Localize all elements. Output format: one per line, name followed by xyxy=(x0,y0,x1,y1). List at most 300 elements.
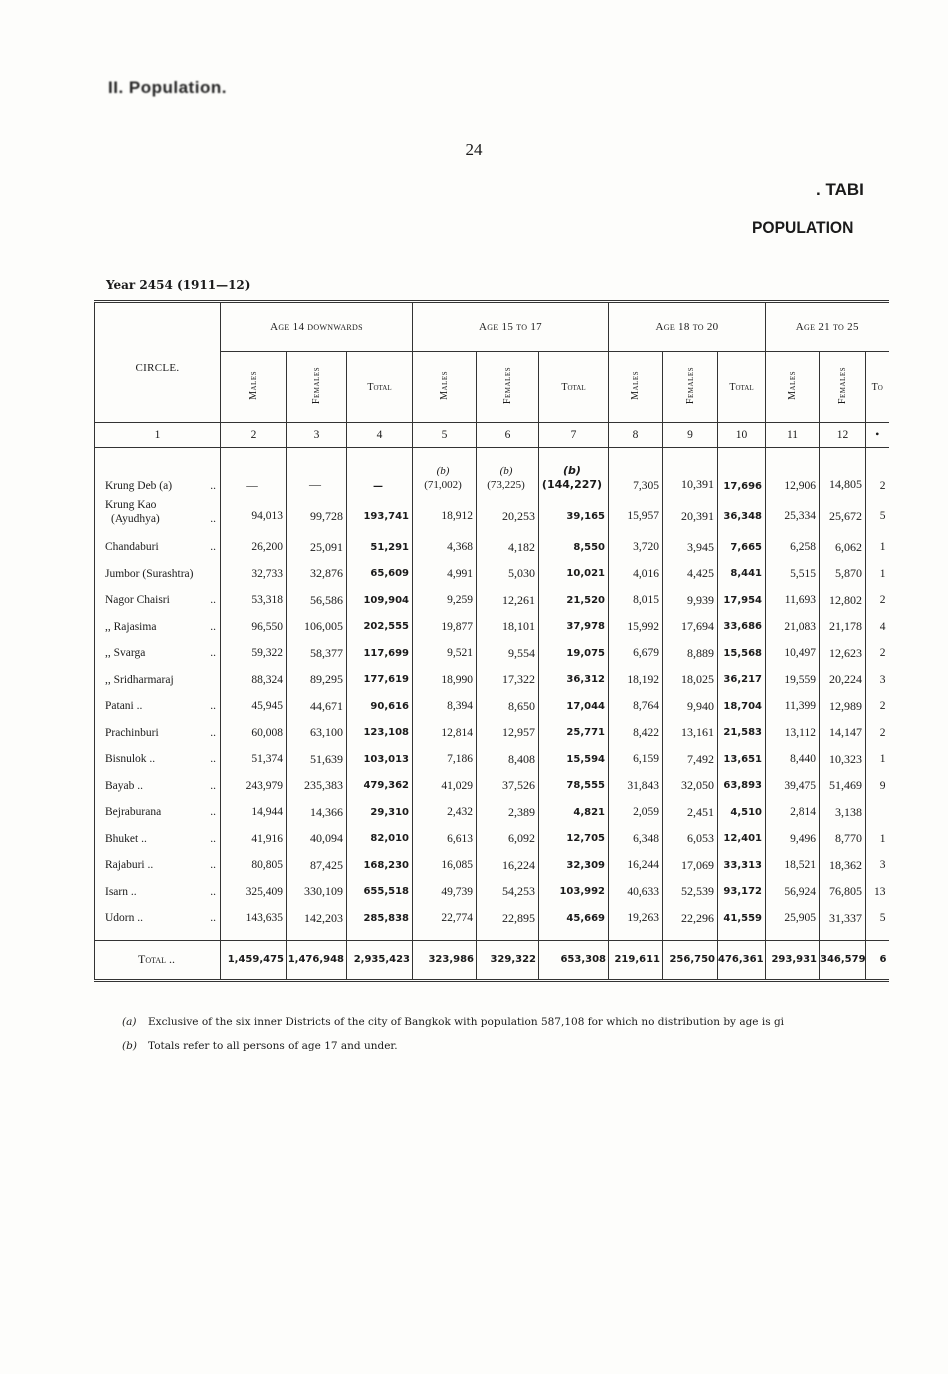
value-cell-c7: 4,821 xyxy=(539,799,609,826)
value-cell-c3: 25,091 xyxy=(287,534,347,561)
circle-name-line2: (Ayudhya) xyxy=(111,513,160,525)
females-header: Females xyxy=(684,366,696,405)
value-cell-c11: 6,258 xyxy=(766,534,820,561)
spacer-cell xyxy=(95,932,221,941)
value-cell-c2: 143,635 xyxy=(221,905,287,932)
circle-name: Isarn .. xyxy=(105,885,137,898)
value-cell-c10: 33,313 xyxy=(718,852,766,879)
value-cell-c13: 2 xyxy=(879,594,886,607)
bracketed-value: (71,002) xyxy=(424,479,462,491)
value-cell-c10: 36,348 xyxy=(718,498,766,534)
value-cell-c13: 1 xyxy=(879,753,886,766)
value-cell-c7: 32,309 xyxy=(539,852,609,879)
total-cell-c12: 346,579 xyxy=(820,940,866,980)
value-cell-c2: 60,008 xyxy=(221,720,287,747)
value-cell-c4: 29,310 xyxy=(347,799,413,826)
value-cell-c8: 8,015 xyxy=(609,587,663,614)
circle-name: Bhuket .. xyxy=(105,832,147,845)
note-b-marker: (b) xyxy=(499,465,513,477)
column-number: 1 xyxy=(95,423,221,448)
total-cell-c2: 1,459,475 xyxy=(221,940,287,980)
value-cell-c6: 5,030 xyxy=(477,561,539,588)
value-cell-c11: 2,814 xyxy=(766,799,820,826)
column-number: 12 xyxy=(820,423,866,448)
total-cell-c10: 476,361 xyxy=(718,940,766,980)
leader-dots: .. xyxy=(210,480,216,492)
value-cell-c8: 4,016 xyxy=(609,561,663,588)
circle-name-cell xyxy=(95,720,221,747)
circle-name-cell xyxy=(95,587,221,614)
value-cell-c8: 6,679 xyxy=(609,640,663,667)
value-cell-c6: 4,182 xyxy=(477,534,539,561)
value-cell-c10: 13,651 xyxy=(718,746,766,773)
value-cell-c13: 2 xyxy=(879,647,886,660)
circle-name: ,, Rajasima xyxy=(105,620,157,633)
value-cell-c6: 12,261 xyxy=(477,587,539,614)
circle-name-cell xyxy=(95,746,221,773)
group-header-age-21-to-25: Age 21 to 25 xyxy=(766,302,889,352)
value-cell-c6 xyxy=(477,448,539,499)
circle-name: ,, Sridharmaraj xyxy=(105,673,174,686)
circle-name: Krung Kao xyxy=(105,499,157,511)
value-cell-c12: 18,362 xyxy=(820,852,866,879)
value-cell-c5: 12,814 xyxy=(413,720,477,747)
note-b-marker: (b) xyxy=(563,464,581,477)
value-cell-c11: 10,497 xyxy=(766,640,820,667)
circle-name-cell xyxy=(95,799,221,826)
value-cell-c4: 655,518 xyxy=(347,879,413,906)
group-header-age-15-to-17: Age 15 to 17 xyxy=(413,302,609,352)
value-cell-c3: 87,425 xyxy=(287,852,347,879)
value-cell-c13 xyxy=(866,799,889,826)
column-number-row xyxy=(95,423,889,448)
value-cell-c8: 6,159 xyxy=(609,746,663,773)
value-cell-c8: 18,192 xyxy=(609,667,663,694)
value-cell-c12: 21,178 xyxy=(820,614,866,641)
value-cell-c9: 3,945 xyxy=(663,534,718,561)
total-cell-c4: 2,935,423 xyxy=(347,940,413,980)
value-cell-c11: 25,905 xyxy=(766,905,820,932)
value-cell-c7: 10,021 xyxy=(539,561,609,588)
value-cell-c3: 330,109 xyxy=(287,879,347,906)
value-cell-c12: 76,805 xyxy=(820,879,866,906)
value-cell-c9: 7,492 xyxy=(663,746,718,773)
spacer-cell xyxy=(539,932,609,941)
value-cell-c4: 168,230 xyxy=(347,852,413,879)
column-number: 3 xyxy=(287,423,347,448)
value-cell-c9: 17,694 xyxy=(663,614,718,641)
footnote-b xyxy=(122,1040,398,1052)
spacer-cell xyxy=(413,932,477,941)
value-cell-c13: 1 xyxy=(879,541,886,554)
leader-dots: .. xyxy=(210,779,216,792)
value-cell-c6: 2,389 xyxy=(477,799,539,826)
value-cell-c7: 45,669 xyxy=(539,905,609,932)
value-cell-c4: 82,010 xyxy=(347,826,413,853)
value-cell-c4: 51,291 xyxy=(347,534,413,561)
leader-dots: .. xyxy=(210,726,216,739)
total-cell-c3: 1,476,948 xyxy=(287,940,347,980)
value-cell-c11: 25,334 xyxy=(766,498,820,534)
value-cell-c10: 93,172 xyxy=(718,879,766,906)
value-cell-c11: 12,906 xyxy=(766,448,820,499)
spacer-cell xyxy=(347,932,413,941)
value-cell-c7: 36,312 xyxy=(539,667,609,694)
total-cell-c6: 329,322 xyxy=(477,940,539,980)
value-cell-c2: 80,805 xyxy=(221,852,287,879)
females-header: Females xyxy=(837,366,848,405)
circle-name-cell xyxy=(95,614,221,641)
value-cell-c13: 2 xyxy=(879,480,886,492)
females-header: Females xyxy=(502,366,513,405)
value-cell-c13: 3 xyxy=(879,859,886,872)
value-cell-c2: 26,200 xyxy=(221,534,287,561)
table-row xyxy=(95,498,889,534)
table-row xyxy=(95,667,889,694)
value-cell-c9: 8,889 xyxy=(663,640,718,667)
value-cell-c12: 12,623 xyxy=(820,640,866,667)
value-cell-c5: 9,521 xyxy=(413,640,477,667)
circle-name: Bayab .. xyxy=(105,779,144,792)
value-cell-c5: 9,259 xyxy=(413,587,477,614)
column-number: 7 xyxy=(539,423,609,448)
total-cell-c11: 293,931 xyxy=(766,940,820,980)
circle-name-cell xyxy=(95,534,221,561)
value-cell-c8: 2,059 xyxy=(609,799,663,826)
value-cell-c6: 8,650 xyxy=(477,693,539,720)
value-cell-c10: 41,559 xyxy=(718,905,766,932)
value-cell-c10: 36,217 xyxy=(718,667,766,694)
spacer-cell xyxy=(287,932,347,941)
table-row xyxy=(95,561,889,588)
value-cell-c2: 59,322 xyxy=(221,640,287,667)
value-cell-c3: 32,876 xyxy=(287,561,347,588)
value-cell-c3: 142,203 xyxy=(287,905,347,932)
value-cell-c3: 235,383 xyxy=(287,773,347,800)
value-cell-c4: 202,555 xyxy=(347,614,413,641)
value-cell-c7: 21,520 xyxy=(539,587,609,614)
leader-dots: .. xyxy=(210,700,216,713)
table-title: . TABI xyxy=(816,180,864,199)
circle-name-cell xyxy=(95,498,221,534)
value-cell-c2: 41,916 xyxy=(221,826,287,853)
value-cell-c3: 40,094 xyxy=(287,826,347,853)
value-cell-c6: 20,253 xyxy=(477,498,539,534)
circle-name-cell xyxy=(95,773,221,800)
value-cell-c13: 1 xyxy=(879,567,886,580)
value-cell-c11: 39,475 xyxy=(766,773,820,800)
value-cell-c5: 18,990 xyxy=(413,667,477,694)
value-cell-c4: — xyxy=(347,448,413,499)
circle-name-cell xyxy=(95,852,221,879)
males-header: Males xyxy=(439,371,450,400)
value-cell-c8: 7,305 xyxy=(609,448,663,499)
value-cell-c3: 44,671 xyxy=(287,693,347,720)
value-cell-c4: 123,108 xyxy=(347,720,413,747)
leader-dots: .. xyxy=(210,832,216,845)
total-header-cut: To xyxy=(866,352,889,423)
value-cell-c2: 325,409 xyxy=(221,879,287,906)
value-cell-c8: 6,348 xyxy=(609,826,663,853)
value-cell-c4: 193,741 xyxy=(347,498,413,534)
value-cell-c7: 78,555 xyxy=(539,773,609,800)
circle-name: Chandaburi xyxy=(105,541,159,554)
total-header: Total xyxy=(539,352,609,423)
value-cell-c8: 15,957 xyxy=(609,498,663,534)
males-header: Males xyxy=(248,371,259,400)
value-cell-c5: 18,912 xyxy=(413,498,477,534)
value-cell-c4: 90,616 xyxy=(347,693,413,720)
table-row xyxy=(95,746,889,773)
circle-name-cell xyxy=(95,826,221,853)
value-cell-c2: 243,979 xyxy=(221,773,287,800)
circle-name-cell xyxy=(95,879,221,906)
value-cell-c10: 8,441 xyxy=(718,561,766,588)
value-cell-c12: 3,138 xyxy=(820,799,866,826)
total-cell-c13: 6 xyxy=(866,940,889,980)
table-row xyxy=(95,640,889,667)
circle-name: Jumbor (Surashtra) xyxy=(105,567,194,580)
value-cell-c4: 285,838 xyxy=(347,905,413,932)
group-header-age-14-downwards: Age 14 downwards xyxy=(221,302,413,352)
circle-name-cell xyxy=(95,905,221,932)
value-cell-c13: 3 xyxy=(879,673,886,686)
value-cell-c12: 5,870 xyxy=(820,561,866,588)
table-row xyxy=(95,614,889,641)
value-cell-c12: 8,770 xyxy=(820,826,866,853)
leader-dots: .. xyxy=(210,912,216,925)
footnote-a xyxy=(122,1016,874,1028)
value-cell-c12: 14,805 xyxy=(820,448,866,499)
value-cell-c12: 20,224 xyxy=(820,667,866,694)
value-cell-c7 xyxy=(539,448,609,499)
leader-dots: .. xyxy=(210,647,216,660)
leader-dots: .. xyxy=(210,859,216,872)
value-cell-c2: 96,550 xyxy=(221,614,287,641)
value-cell-c10: 33,686 xyxy=(718,614,766,641)
value-cell-c2: 45,945 xyxy=(221,693,287,720)
bracketed-value: (144,227) xyxy=(541,478,603,491)
value-cell-c12: 25,672 xyxy=(820,498,866,534)
value-cell-c3: 58,377 xyxy=(287,640,347,667)
footnote-a-marker: (a) xyxy=(122,1016,137,1028)
value-cell-c6: 6,092 xyxy=(477,826,539,853)
circle-name-cell xyxy=(95,640,221,667)
total-label: Total .. xyxy=(95,940,221,980)
value-cell-c12: 14,147 xyxy=(820,720,866,747)
circle-name: Udorn .. xyxy=(105,912,144,925)
circle-name: Nagor Chaisri xyxy=(105,594,170,607)
value-cell-c11: 56,924 xyxy=(766,879,820,906)
value-cell-c11: 18,521 xyxy=(766,852,820,879)
value-cell-c9: 13,161 xyxy=(663,720,718,747)
value-cell-c10: 63,893 xyxy=(718,773,766,800)
total-cell-c7: 653,308 xyxy=(539,940,609,980)
table-row xyxy=(95,693,889,720)
value-cell-c7: 8,550 xyxy=(539,534,609,561)
value-cell-c11: 13,112 xyxy=(766,720,820,747)
footnote-b-text: Totals refer to all persons of age 17 and under. xyxy=(148,1040,398,1052)
spacer-cell xyxy=(820,932,866,941)
value-cell-c5: 7,186 xyxy=(413,746,477,773)
population-table-container xyxy=(94,300,887,1000)
table-row xyxy=(95,587,889,614)
value-cell-c7: 17,044 xyxy=(539,693,609,720)
value-cell-c11: 5,515 xyxy=(766,561,820,588)
table-row xyxy=(95,826,889,853)
column-number: 4 xyxy=(347,423,413,448)
value-cell-c7: 15,594 xyxy=(539,746,609,773)
table-body xyxy=(95,448,889,981)
value-cell-c3: 51,639 xyxy=(287,746,347,773)
value-cell-c3: 89,295 xyxy=(287,667,347,694)
table-row xyxy=(95,799,889,826)
value-cell-c6: 54,253 xyxy=(477,879,539,906)
value-cell-c9: 52,539 xyxy=(663,879,718,906)
circle-name: Prachinburi xyxy=(105,726,159,739)
value-cell-c8: 19,263 xyxy=(609,905,663,932)
value-cell-c9: 10,391 xyxy=(663,448,718,499)
leader-dots: .. xyxy=(210,513,216,525)
value-cell-c8: 3,720 xyxy=(609,534,663,561)
value-cell-c3: 56,586 xyxy=(287,587,347,614)
value-cell-c7: 103,992 xyxy=(539,879,609,906)
value-cell-c10: 7,665 xyxy=(718,534,766,561)
value-cell-c3: 63,100 xyxy=(287,720,347,747)
value-cell-c2: 88,324 xyxy=(221,667,287,694)
value-cell-c6: 8,408 xyxy=(477,746,539,773)
circle-name: ,, Svarga xyxy=(105,647,146,660)
leader-dots: .. xyxy=(210,806,216,819)
circle-name-cell xyxy=(95,693,221,720)
value-cell-c4: 117,699 xyxy=(347,640,413,667)
leader-dots: .. xyxy=(210,753,216,766)
table-row xyxy=(95,534,889,561)
column-number: 6 xyxy=(477,423,539,448)
value-cell-c9: 18,025 xyxy=(663,667,718,694)
leader-dots: .. xyxy=(210,885,216,898)
leader-dots: .. xyxy=(210,594,216,607)
value-cell-c13: 2 xyxy=(879,700,886,713)
value-cell-c5 xyxy=(413,448,477,499)
value-cell-c9: 22,296 xyxy=(663,905,718,932)
column-number: 10 xyxy=(718,423,766,448)
spacer-cell xyxy=(718,932,766,941)
value-cell-c9: 2,451 xyxy=(663,799,718,826)
value-cell-c9: 20,391 xyxy=(663,498,718,534)
value-cell-c7: 37,978 xyxy=(539,614,609,641)
circle-name: Patani .. xyxy=(105,700,143,713)
value-cell-c5: 8,394 xyxy=(413,693,477,720)
running-head: II. Population. xyxy=(108,78,227,97)
males-header: Males xyxy=(787,371,798,400)
value-cell-c12: 12,802 xyxy=(820,587,866,614)
column-number: 9 xyxy=(663,423,718,448)
value-cell-c13: 5 xyxy=(879,510,886,522)
value-cell-c5: 16,085 xyxy=(413,852,477,879)
value-cell-c13: 1 xyxy=(879,832,886,845)
table-row xyxy=(95,448,889,499)
value-cell-c11: 11,693 xyxy=(766,587,820,614)
value-cell-c6: 9,554 xyxy=(477,640,539,667)
value-cell-c6: 18,101 xyxy=(477,614,539,641)
value-cell-c10: 17,954 xyxy=(718,587,766,614)
females-header: Females xyxy=(311,366,322,405)
spacer-cell xyxy=(221,932,287,941)
spacer-cell xyxy=(609,932,663,941)
value-cell-c5: 2,432 xyxy=(413,799,477,826)
value-cell-c2: 51,374 xyxy=(221,746,287,773)
total-header: Total xyxy=(718,352,766,423)
value-cell-c5: 4,991 xyxy=(413,561,477,588)
value-cell-c6: 17,322 xyxy=(477,667,539,694)
value-cell-c10: 18,704 xyxy=(718,693,766,720)
table-row xyxy=(95,773,889,800)
value-cell-c4: 109,904 xyxy=(347,587,413,614)
total-header: Total xyxy=(347,352,413,423)
value-cell-c13: 9 xyxy=(879,779,886,792)
value-cell-c5: 22,774 xyxy=(413,905,477,932)
value-cell-c6: 16,224 xyxy=(477,852,539,879)
value-cell-c4: 177,619 xyxy=(347,667,413,694)
value-cell-c5: 4,368 xyxy=(413,534,477,561)
spacer-row xyxy=(95,932,889,941)
circle-name-cell xyxy=(95,667,221,694)
population-table xyxy=(94,300,889,982)
males-header: Males xyxy=(630,371,641,400)
value-cell-c12: 51,469 xyxy=(820,773,866,800)
circle-header: CIRCLE. xyxy=(95,302,221,423)
value-cell-c5: 49,739 xyxy=(413,879,477,906)
value-cell-c10: 15,568 xyxy=(718,640,766,667)
value-cell-c13: 4 xyxy=(879,620,886,633)
value-cell-c5: 41,029 xyxy=(413,773,477,800)
value-cell-c8: 16,244 xyxy=(609,852,663,879)
group-header-age-18-to-20: Age 18 to 20 xyxy=(609,302,766,352)
value-cell-c6: 12,957 xyxy=(477,720,539,747)
table-row xyxy=(95,905,889,932)
table-row xyxy=(95,879,889,906)
value-cell-c9: 9,939 xyxy=(663,587,718,614)
value-cell-c2: — xyxy=(221,448,287,499)
value-cell-c9: 4,425 xyxy=(663,561,718,588)
table-row xyxy=(95,720,889,747)
value-cell-c11: 8,440 xyxy=(766,746,820,773)
page-number: 24 xyxy=(465,140,483,159)
value-cell-c4: 65,609 xyxy=(347,561,413,588)
value-cell-c11: 21,083 xyxy=(766,614,820,641)
table-row xyxy=(95,852,889,879)
leader-dots: .. xyxy=(210,541,216,554)
value-cell-c7: 12,705 xyxy=(539,826,609,853)
column-number: 2 xyxy=(221,423,287,448)
value-cell-c8: 8,422 xyxy=(609,720,663,747)
value-cell-c12: 12,989 xyxy=(820,693,866,720)
value-cell-c10: 4,510 xyxy=(718,799,766,826)
column-number: 8 xyxy=(609,423,663,448)
value-cell-c3: — xyxy=(287,448,347,499)
value-cell-c4: 479,362 xyxy=(347,773,413,800)
total-cell-c8: 219,611 xyxy=(609,940,663,980)
footnote-a-text: Exclusive of the six inner Districts of the city of Bangkok with population 587,108 for which no distribution by age is gi xyxy=(148,1016,785,1028)
value-cell-c7: 39,165 xyxy=(539,498,609,534)
circle-name: Bisnulok .. xyxy=(105,753,156,766)
bracketed-value: (73,225) xyxy=(487,479,525,491)
value-cell-c3: 106,005 xyxy=(287,614,347,641)
footnote-b-marker: (b) xyxy=(122,1040,137,1052)
value-cell-c6: 22,895 xyxy=(477,905,539,932)
value-cell-c9: 32,050 xyxy=(663,773,718,800)
